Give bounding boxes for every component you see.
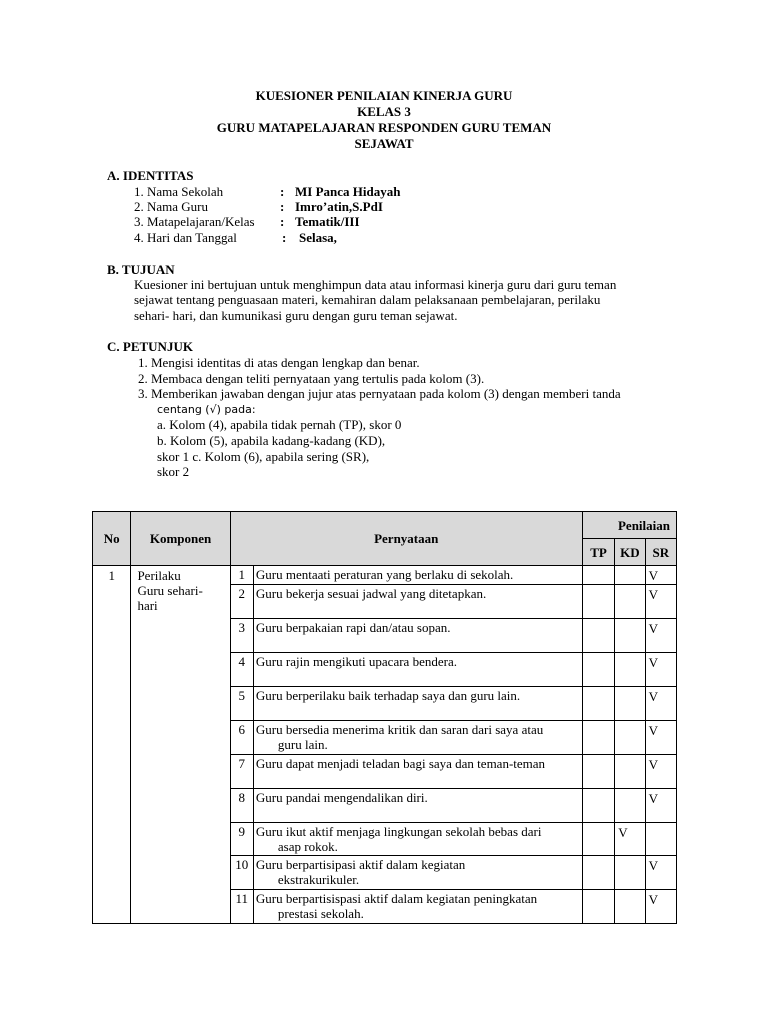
- field-value-nama-guru: Imro’atin,S.PdI: [295, 199, 383, 214]
- mark-kd[interactable]: [615, 721, 645, 755]
- statement-line: Guru bersedia menerima kritik dan saran dari saya atau: [255, 722, 544, 737]
- statement-number: 4: [230, 653, 253, 687]
- mark-sr[interactable]: V: [645, 789, 676, 823]
- statement-text: [253, 585, 582, 619]
- section-tujuan-heading: B. TUJUAN: [107, 262, 175, 277]
- statement-text: [253, 687, 582, 721]
- mark-kd[interactable]: [615, 585, 645, 619]
- mark-tp[interactable]: [582, 890, 614, 924]
- statement-line: Guru ikut aktif menjaga lingkungan sekolah bebas dari: [255, 824, 542, 839]
- mark-kd[interactable]: [615, 653, 645, 687]
- header-sr: SR: [645, 539, 676, 566]
- statement-text: [253, 566, 582, 585]
- komponen-line: hari: [137, 598, 158, 613]
- mark-kd[interactable]: [615, 619, 645, 653]
- petunjuk-sub-b: b. Kolom (5), apabila kadang-kadang (KD),: [157, 433, 386, 448]
- statement-text: [253, 721, 582, 755]
- mark-sr[interactable]: V: [645, 687, 676, 721]
- statement-text: [253, 789, 582, 823]
- petunjuk-item-2: 2. Membaca dengan teliti pernyataan yang tertulis pada kolom (3).: [138, 371, 485, 386]
- petunjuk-sub-a: a. Kolom (4), apabila tidak pernah (TP), skor 0: [157, 417, 402, 432]
- mark-tp[interactable]: [582, 755, 614, 789]
- mark-tp[interactable]: [582, 566, 614, 585]
- statement-line: Guru berpakaian rapi dan/atau sopan.: [255, 620, 451, 635]
- header-pernyataan: Pernyataan: [230, 512, 582, 566]
- mark-sr[interactable]: V: [645, 653, 676, 687]
- mark-sr[interactable]: V: [645, 566, 676, 585]
- statement-text: [253, 755, 582, 789]
- mark-sr[interactable]: V: [645, 619, 676, 653]
- mark-tp[interactable]: [582, 721, 614, 755]
- petunjuk-item-3: 3. Memberikan jawaban dengan jujur atas pernyataan pada kolom (3) dengan memberi tanda: [138, 386, 621, 401]
- mark-tp[interactable]: [582, 653, 614, 687]
- statement-number: 10: [230, 856, 253, 890]
- komponen-cell: [131, 566, 230, 924]
- mark-tp[interactable]: [582, 585, 614, 619]
- section-identitas-heading: A. IDENTITAS: [107, 168, 194, 183]
- field-label-hari-tanggal: 4. Hari dan Tanggal: [134, 230, 237, 245]
- mark-kd[interactable]: [615, 566, 645, 585]
- mark-sr[interactable]: V: [645, 755, 676, 789]
- title-line-3: GURU MATAPELAJARAN RESPONDEN GURU TEMAN: [216, 120, 552, 135]
- petunjuk-sub-c: skor 1 c. Kolom (6), apabila sering (SR),: [157, 449, 370, 464]
- mark-tp[interactable]: [582, 856, 614, 890]
- statement-number: 9: [230, 823, 253, 856]
- tujuan-line-2: sejawat tentang penguasaan materi, kemahiran dalam pelaksanaan pembelajaran, perilaku: [134, 292, 601, 307]
- mark-sr[interactable]: V: [645, 721, 676, 755]
- mark-sr[interactable]: [645, 823, 676, 856]
- statement-number: 2: [230, 585, 253, 619]
- mark-kd[interactable]: [615, 687, 645, 721]
- mark-sr[interactable]: V: [645, 856, 676, 890]
- mark-tp[interactable]: [582, 619, 614, 653]
- komponen-line: Guru sehari-: [137, 583, 203, 598]
- tujuan-line-1: Kuesioner ini bertujuan untuk menghimpun data atau informasi kinerja guru dari guru teman: [134, 277, 617, 292]
- statement-line: Guru dapat menjadi teladan bagi saya dan teman-teman: [255, 756, 546, 771]
- mark-kd[interactable]: [615, 789, 645, 823]
- statement-number: 6: [230, 721, 253, 755]
- statement-line: Guru mentaati peraturan yang berlaku di sekolah.: [255, 567, 514, 582]
- statement-number: 1: [230, 566, 253, 585]
- mark-kd[interactable]: [615, 890, 645, 924]
- document-title: [0, 88, 768, 152]
- header-komponen: Komponen: [131, 512, 230, 566]
- statement-line: Guru berperilaku baik terhadap saya dan guru lain.: [255, 688, 521, 703]
- statement-line-cont: guru lain.: [277, 737, 328, 752]
- table-row: [93, 566, 677, 585]
- statement-line: Guru berpartisipasi aktif dalam kegiatan: [255, 857, 466, 872]
- statement-number: 5: [230, 687, 253, 721]
- row-number: 1: [93, 566, 131, 924]
- statement-line-cont: ekstrakurikuler.: [277, 872, 360, 887]
- field-label-nama-guru: 2. Nama Guru: [134, 199, 209, 214]
- field-label-matapelajaran: 3. Matapelajaran/Kelas: [134, 214, 255, 229]
- mark-tp[interactable]: [582, 823, 614, 856]
- tujuan-line-3: sehari- hari, dan kumunikasi guru dengan guru teman sejawat.: [134, 308, 458, 323]
- statement-line: Guru rajin mengikuti upacara bendera.: [255, 654, 457, 669]
- mark-kd[interactable]: [615, 755, 645, 789]
- field-value-hari-tanggal: Selasa,: [299, 230, 337, 245]
- petunjuk-item-1: 1. Mengisi identitas di atas dengan lengkap dan benar.: [138, 355, 420, 370]
- mark-tp[interactable]: [582, 789, 614, 823]
- assessment-table: [92, 511, 677, 924]
- statement-line-cont: asap rokok.: [277, 839, 338, 854]
- statement-text: [253, 890, 582, 924]
- header-kd: KD: [615, 539, 645, 566]
- field-sep: :: [280, 214, 285, 229]
- field-label-nama-sekolah: 1. Nama Sekolah: [134, 184, 224, 199]
- statement-number: 11: [230, 890, 253, 924]
- statement-text: [253, 856, 582, 890]
- section-petunjuk-heading: C. PETUNJUK: [107, 339, 193, 354]
- statement-number: 8: [230, 789, 253, 823]
- statement-number: 7: [230, 755, 253, 789]
- field-value-matapelajaran: Tematik/III: [295, 214, 360, 229]
- statement-text: [253, 653, 582, 687]
- statement-line-cont: prestasi sekolah.: [277, 906, 364, 921]
- title-line-2: KELAS 3: [357, 104, 411, 119]
- field-sep: :: [280, 199, 285, 214]
- statement-line: Guru berpartisispasi aktif dalam kegiatan peningkatan: [255, 891, 538, 906]
- title-line-4: SEJAWAT: [354, 136, 414, 151]
- header-penilaian: Penilaian: [582, 512, 676, 539]
- statement-text: [253, 823, 582, 856]
- mark-sr[interactable]: V: [645, 585, 676, 619]
- mark-sr[interactable]: V: [645, 890, 676, 924]
- field-sep: :: [282, 230, 287, 245]
- header-no: No: [93, 512, 131, 566]
- mark-kd[interactable]: V: [615, 823, 645, 856]
- header-tp: TP: [582, 539, 614, 566]
- mark-tp[interactable]: [582, 687, 614, 721]
- petunjuk-centang: centang (√) pada:: [157, 403, 256, 416]
- title-line-1: KUESIONER PENILAIAN KINERJA GURU: [255, 88, 513, 103]
- mark-kd[interactable]: [615, 856, 645, 890]
- komponen-line: Perilaku: [137, 568, 181, 583]
- field-value-nama-sekolah: MI Panca Hidayah: [295, 184, 401, 199]
- statement-number: 3: [230, 619, 253, 653]
- statement-text: [253, 619, 582, 653]
- field-sep: :: [280, 184, 285, 199]
- statement-line: Guru pandai mengendalikan diri.: [255, 790, 428, 805]
- petunjuk-sub-d: skor 2: [157, 464, 190, 479]
- statement-line: Guru bekerja sesuai jadwal yang ditetapkan.: [255, 586, 487, 601]
